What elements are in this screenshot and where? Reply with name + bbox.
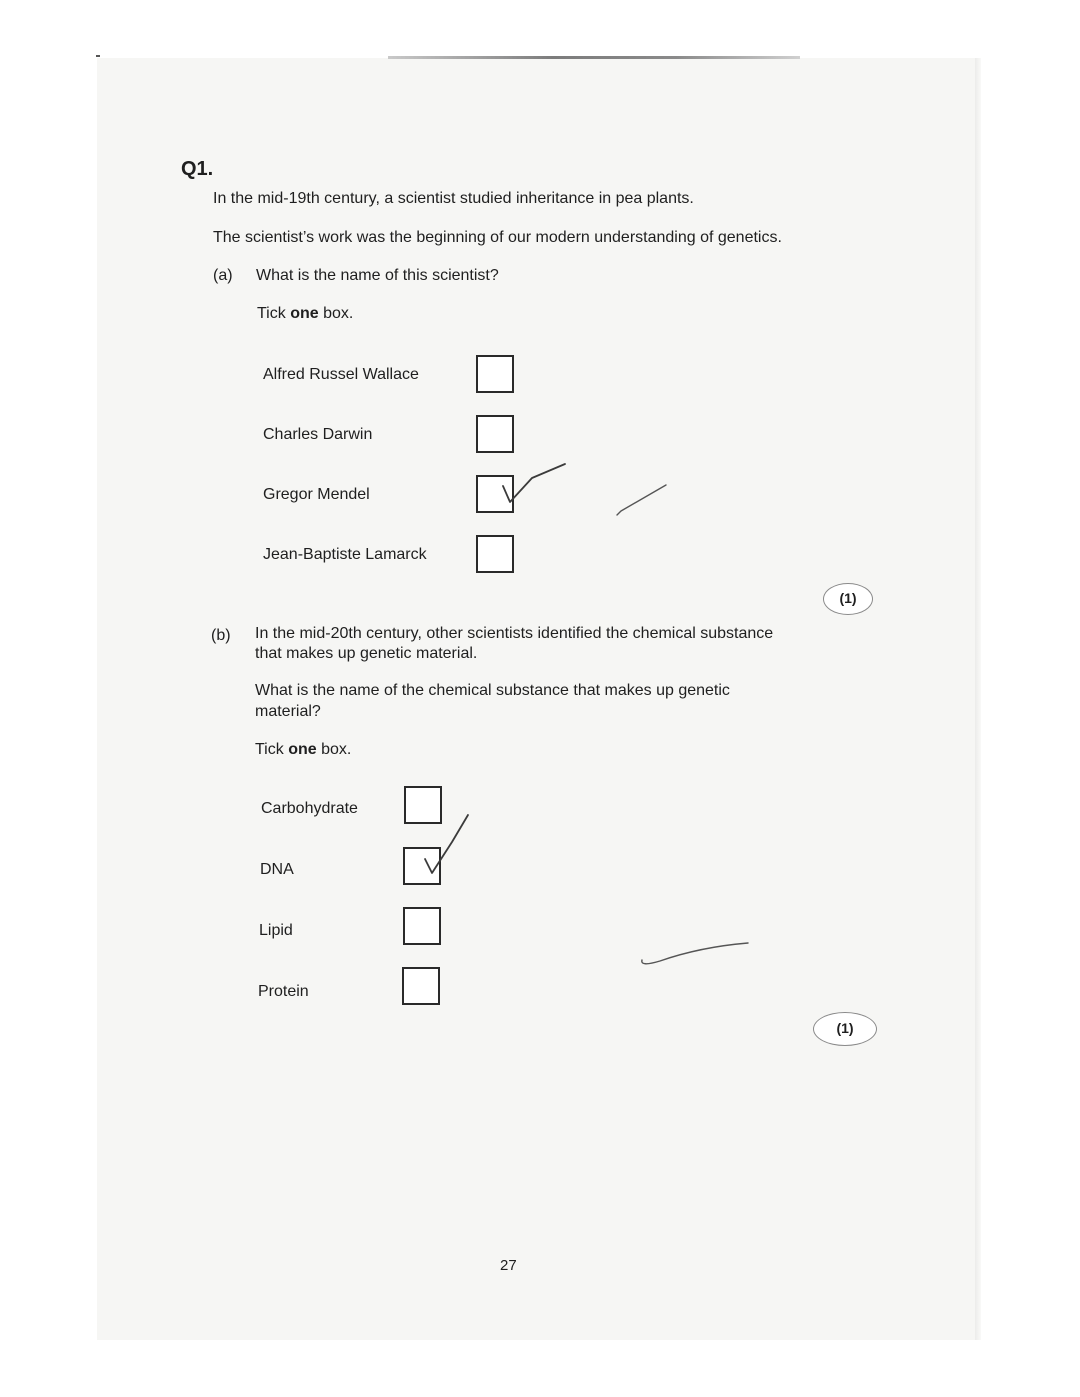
part-a-checkbox-lamarck[interactable] [476,535,514,573]
part-b-checkbox-dna[interactable] [403,847,441,885]
part-b-label: (b) [211,627,231,644]
part-b-prompt-line-2: material? [255,703,321,720]
part-a-checkbox-darwin[interactable] [476,415,514,453]
part-b-option-dna: DNA [260,861,294,878]
part-a-option-lamarck: Jean-Baptiste Lamarck [263,546,427,563]
page-number: 27 [500,1257,517,1274]
part-b-option-protein: Protein [258,983,309,1000]
question-number: Q1. [181,158,214,180]
part-b-marks-badge: (1) [813,1012,877,1046]
question-intro-line-1: In the mid-19th century, a scientist studied inheritance in pea plants. [213,190,694,207]
part-a-prompt: What is the name of this scientist? [256,267,499,284]
part-a-option-darwin: Charles Darwin [263,426,373,443]
part-a-option-wallace: Alfred Russel Wallace [263,366,419,383]
part-b-option-lipid: Lipid [259,922,293,939]
part-b-option-carbohydrate: Carbohydrate [261,800,358,817]
part-b-checkbox-protein[interactable] [402,967,440,1005]
part-a-checkbox-wallace[interactable] [476,355,514,393]
part-a-option-mendel: Gregor Mendel [263,486,370,503]
part-a-label: (a) [213,267,233,284]
part-b-prompt-line-1: What is the name of the chemical substance that makes up genetic [255,682,730,699]
part-b-checkbox-lipid[interactable] [403,907,441,945]
top-rule-line [388,56,800,59]
part-a-checkbox-mendel[interactable] [476,475,514,513]
part-b-context-line-1: In the mid-20th century, other scientists identified the chemical substance [255,625,774,642]
part-b-checkbox-carbohydrate[interactable] [404,786,442,824]
question-intro-line-2: The scientist’s work was the beginning of our modern understanding of genetics. [213,229,782,246]
part-a-marks-badge: (1) [823,583,873,615]
part-b-context-line-2: that makes up genetic material. [255,645,478,662]
part-b-tick-instruction: Tick one box. [255,741,352,758]
paper-edge-shadow [975,58,981,1340]
part-a-tick-instruction: Tick one box. [257,305,354,322]
corner-mark [96,55,100,57]
